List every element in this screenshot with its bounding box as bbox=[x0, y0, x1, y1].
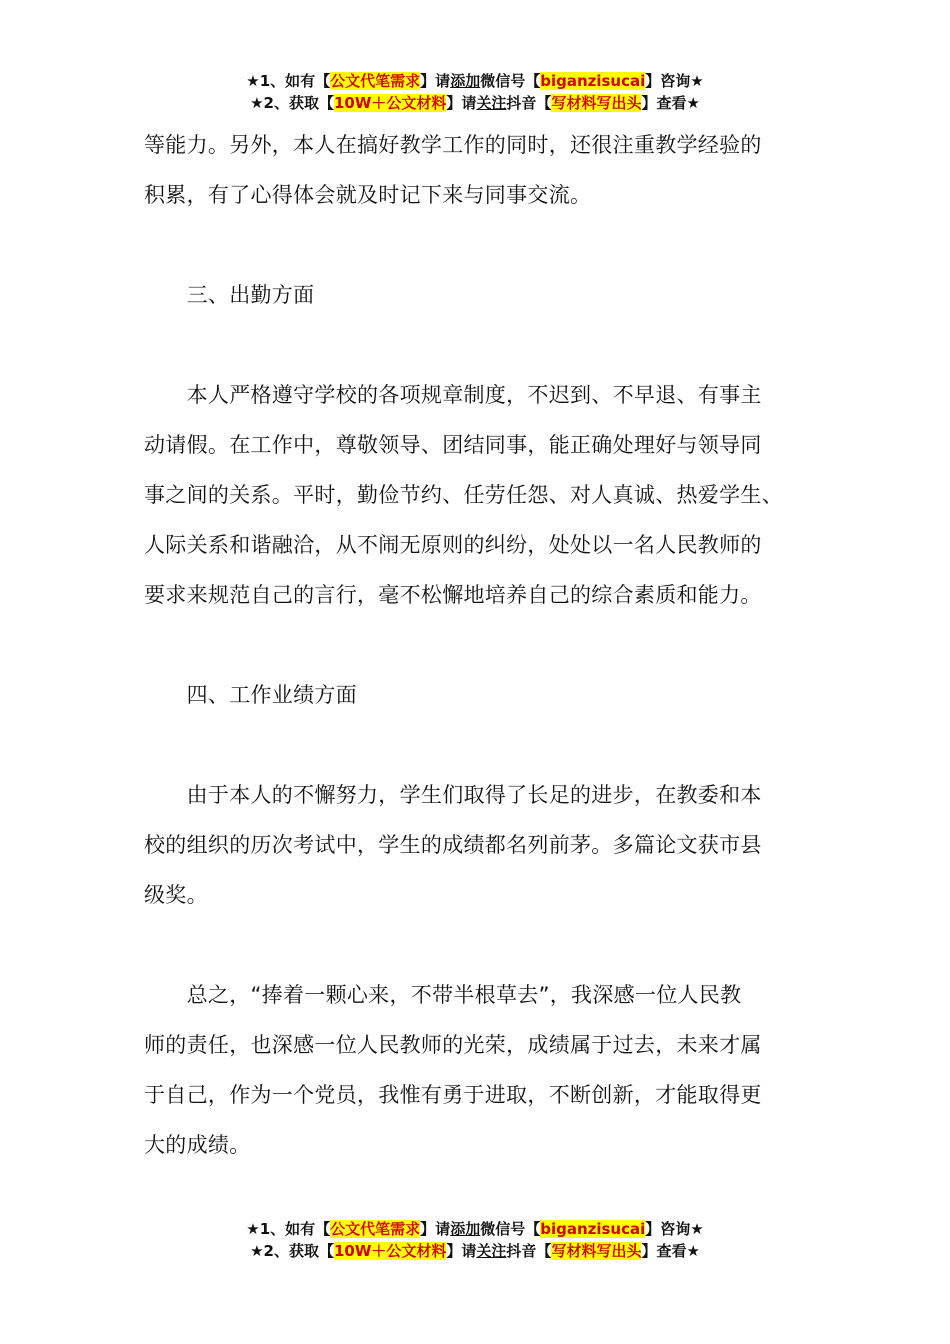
highlight-materials: 10W＋公文材料 bbox=[333, 94, 447, 112]
body-line: 本人严格遵守学校的各项规章制度，不迟到、不早退、有事主 bbox=[144, 383, 762, 407]
highlight-service: 公文代笔需求 bbox=[330, 1220, 421, 1238]
footer-banner bbox=[0, 1218, 950, 1262]
body-line: 总之，“捧着一颗心来，不带半根草去”，我深感一位人民教 bbox=[144, 983, 742, 1007]
underline-add: 添加 bbox=[450, 1220, 481, 1238]
underline-follow: 关注 bbox=[476, 1242, 507, 1260]
banner-line-1: ★1、如有【公文代笔需求】请添加微信号【biganzisucai】咨询★ bbox=[246, 1220, 704, 1238]
banner-line-1: ★1、如有【公文代笔需求】请添加微信号【biganzisucai】咨询★ bbox=[246, 72, 704, 90]
body-line: 动请假。在工作中，尊敬领导、团结同事，能正确处理好与领导同 bbox=[144, 433, 762, 457]
highlight-wechat-id: biganzisucai bbox=[540, 72, 646, 90]
blank-line bbox=[144, 326, 816, 376]
body-line: 由于本人的不懈努力，学生们取得了长足的进步，在教委和本 bbox=[144, 783, 762, 807]
body-line: 要求来规范自己的言行，毫不松懈地培养自己的综合素质和能力。 bbox=[144, 583, 762, 607]
body-line: 事之间的关系。平时，勤俭节约、任劳任怨、对人真诚、热爱学生、 bbox=[144, 483, 783, 507]
body-line: 校的组织的历次考试中，学生的成绩都名列前茅。多篇论文获市县 bbox=[144, 833, 762, 857]
body-line: 等能力。另外，本人在搞好教学工作的同时，还很注重教学经验的 bbox=[144, 133, 762, 157]
document-body bbox=[144, 126, 816, 1176]
blank-line bbox=[144, 726, 816, 776]
blank-line bbox=[144, 926, 816, 976]
body-line: 级奖。 bbox=[144, 883, 208, 907]
banner-line-2: ★2、获取【10W＋公文材料】请关注抖音【写材料写出头】查看★ bbox=[250, 94, 700, 112]
highlight-douyin-id: 写材料写出头 bbox=[551, 1242, 642, 1260]
highlight-douyin-id: 写材料写出头 bbox=[551, 94, 642, 112]
banner-line-2: ★2、获取【10W＋公文材料】请关注抖音【写材料写出头】查看★ bbox=[250, 1242, 700, 1260]
highlight-wechat-id: biganzisucai bbox=[540, 1220, 646, 1238]
blank-line bbox=[144, 626, 816, 676]
blank-line bbox=[144, 226, 816, 276]
body-line: 于自己，作为一个党员，我惟有勇于进取，不断创新，才能取得更 bbox=[144, 1083, 762, 1107]
highlight-service: 公文代笔需求 bbox=[330, 72, 421, 90]
header-banner bbox=[0, 70, 950, 114]
underline-follow: 关注 bbox=[476, 94, 507, 112]
section-heading-performance: 四、工作业绩方面 bbox=[144, 683, 357, 707]
underline-add: 添加 bbox=[450, 72, 481, 90]
body-line: 人际关系和谐融洽，从不闹无原则的纠纷，处处以一名人民教师的 bbox=[144, 533, 762, 557]
body-line: 大的成绩。 bbox=[144, 1133, 251, 1157]
section-heading-attendance: 三、出勤方面 bbox=[144, 283, 315, 307]
body-line: 师的责任，也深感一位人民教师的光荣，成绩属于过去，未来才属 bbox=[144, 1033, 762, 1057]
highlight-materials: 10W＋公文材料 bbox=[333, 1242, 447, 1260]
body-line: 积累，有了心得体会就及时记下来与同事交流。 bbox=[144, 183, 592, 207]
